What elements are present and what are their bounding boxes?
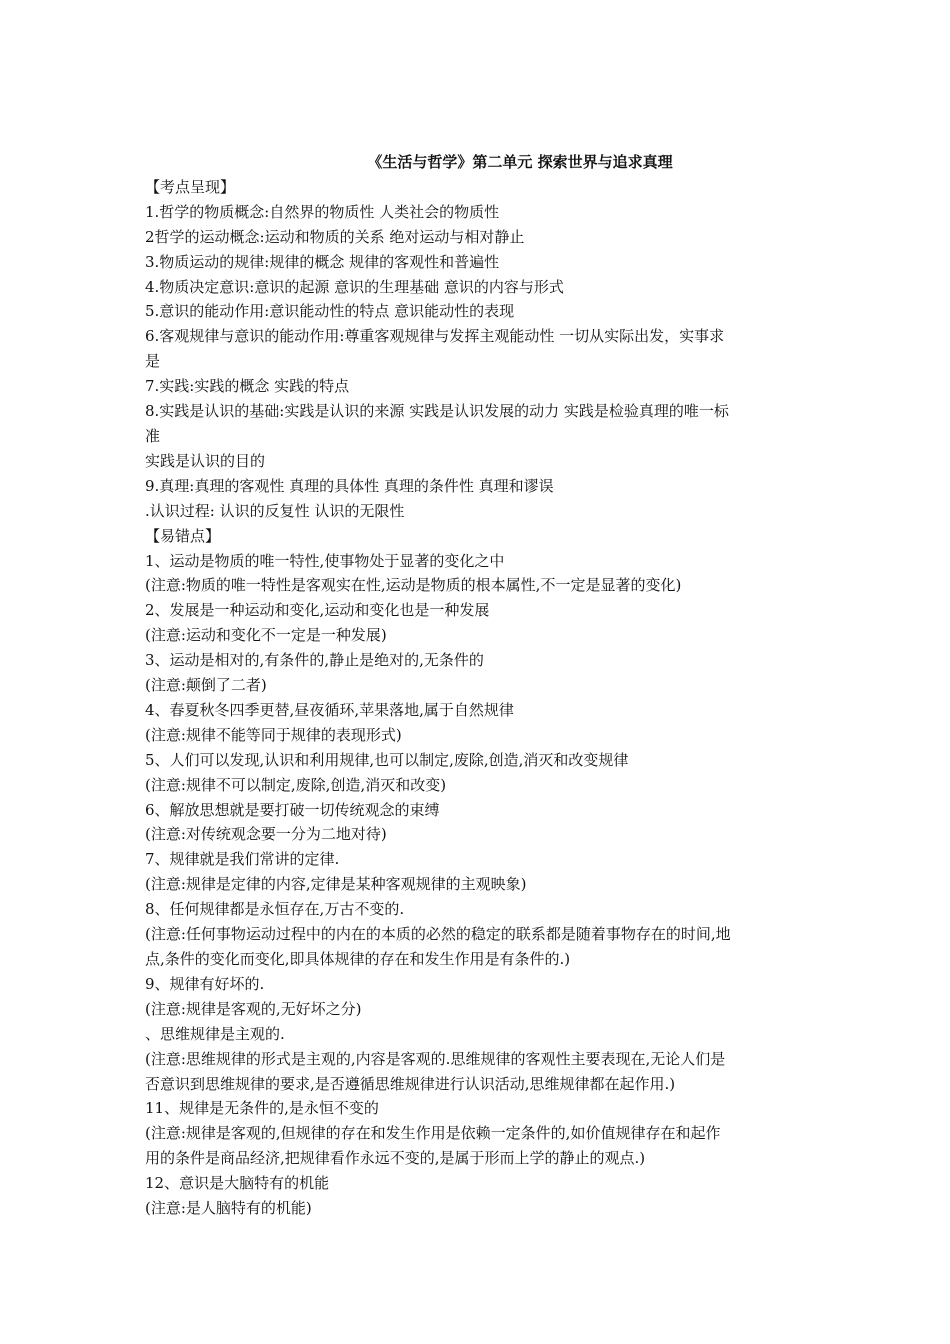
text-line: 1、运动是物质的唯一特性,使事物处于显著的变化之中 <box>145 551 505 570</box>
text-line: 【考点呈现】 <box>145 177 236 196</box>
text-line: 1.哲学的物质概念:自然界的物质性 人类社会的物质性 <box>145 202 500 221</box>
text-line: 11、规律是无条件的,是永恒不变的 <box>145 1099 379 1118</box>
text-line: (注意:物质的唯一特性是客观实在性,运动是物质的根本属性,不一定是显著的变化) <box>145 576 682 595</box>
text-line: (注意:思维规律的形式是主观的,内容是客观的.思维规律的客观性主要表现在,无论人们是 <box>145 1049 726 1068</box>
text-line: 实践是认识的目的 <box>145 451 266 470</box>
text-line: 否意识到思维规律的要求,是否遵循思维规律进行认识活动,思维规律都在起作用.) <box>145 1074 676 1093</box>
text-line: 3、运动是相对的,有条件的,静止是绝对的,无条件的 <box>145 651 484 670</box>
text-line: 4、春夏秋冬四季更替,昼夜循环,苹果落地,属于自然规律 <box>145 700 514 719</box>
text-line: (注意:对传统观念要一分为二地对待) <box>145 825 387 844</box>
text-line: (注意:颠倒了二者) <box>145 676 267 695</box>
text-line: 7、规律就是我们常讲的定律. <box>145 850 340 869</box>
text-line: 6、解放思想就是要打破一切传统观念的束缚 <box>145 800 440 819</box>
text-line: (注意:规律是客观的,无好坏之分) <box>145 999 362 1018</box>
text-line: 6.客观规律与意识的能动作用:尊重客观规律与发挥主观能动性 一切从实际出发，实事求 <box>145 327 725 346</box>
text-line: (注意:规律是定律的内容,定律是某种客观规律的主观映象) <box>145 875 527 894</box>
text-line: 9.真理:真理的客观性 真理的具体性 真理的条件性 真理和谬误 <box>145 476 554 495</box>
text-line: 2、发展是一种运动和变化,运动和变化也是一种发展 <box>145 601 490 620</box>
text-line: 用的条件是商品经济,把规律看作永远不变的,是属于形而上学的静止的观点.) <box>145 1149 646 1168</box>
text-line: 12、意识是大脑特有的机能 <box>145 1174 330 1193</box>
text-line: 、思维规律是主观的. <box>145 1024 285 1043</box>
text-line: 【易错点】 <box>145 526 221 545</box>
text-line: 5、人们可以发现,认识和利用规律,也可以制定,废除,创造,消灭和改变规律 <box>145 750 629 769</box>
text-line: (注意:规律是客观的,但规律的存在和发生作用是依赖一定条件的,如价值规律存在和起作 <box>145 1124 721 1143</box>
text-line: 8、任何规律都是永恒存在,万古不变的. <box>145 900 405 919</box>
text-line: (注意:规律不可以制定,废除,创造,消灭和改变) <box>145 775 447 794</box>
document-page <box>145 150 817 1221</box>
text-line: 8.实践是认识的基础:实践是认识的来源 实践是认识发展的动力 实践是检验真理的唯一标 <box>145 402 729 421</box>
text-line: 2哲学的运动概念:运动和物质的关系 绝对运动与相对静止 <box>145 227 525 246</box>
text-line: (注意:任何事物运动过程中的内在的本质的必然的稳定的联系都是随着事物存在的时间,地 <box>145 925 731 944</box>
text-line: 4.物质决定意识:意识的起源 意识的生理基础 意识的内容与形式 <box>145 277 564 296</box>
text-line: 9、规律有好坏的. <box>145 974 265 993</box>
text-line: 准 <box>145 426 161 445</box>
text-line: 7.实践:实践的概念 实践的特点 <box>145 377 350 396</box>
text-line: (注意:是人脑特有的机能) <box>145 1199 312 1218</box>
text-line: .认识过程: 认识的反复性 认识的无限性 <box>145 501 405 520</box>
text-line: 5.意识的能动作用:意识能动性的特点 意识能动性的表现 <box>145 302 515 321</box>
text-line: 3.物质运动的规律:规律的概念 规律的客观性和普遍性 <box>145 252 500 271</box>
document-title: 《生活与哲学》第二单元 探索世界与追求真理 <box>367 153 673 171</box>
text-line: (注意:运动和变化不一定是一种发展) <box>145 626 387 645</box>
text-line: 是 <box>145 352 161 371</box>
text-line: (注意:规律不能等同于规律的表现形式) <box>145 725 402 744</box>
text-line: 点,条件的变化而变化,即具体规律的存在和发生作用是有条件的.) <box>145 950 571 968</box>
document-body <box>145 175 817 1221</box>
